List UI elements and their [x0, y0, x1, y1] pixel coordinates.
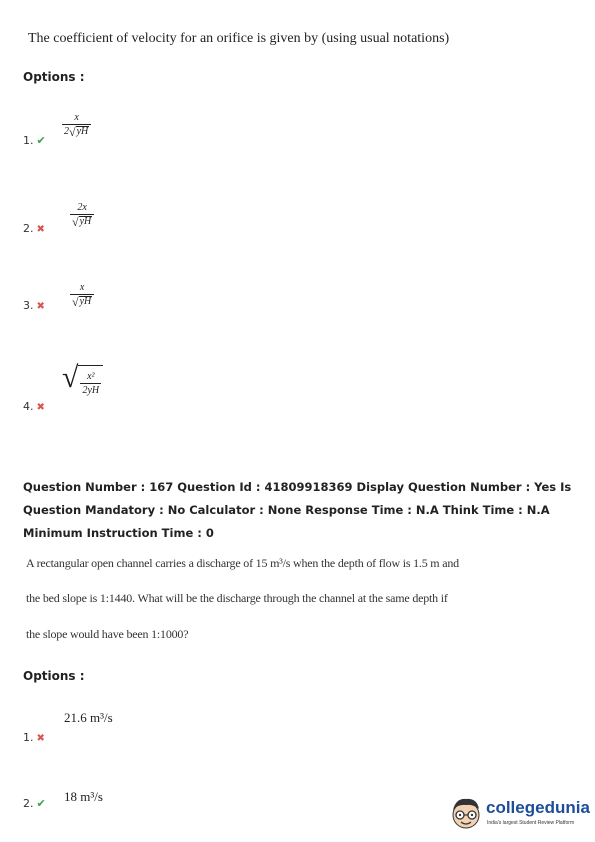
- option-number: 2.: [23, 222, 34, 235]
- denominator: 2yH: [82, 385, 100, 396]
- option-number: 2.: [23, 797, 34, 810]
- logo-tagline: India's largest Student Review Platform: [487, 820, 575, 826]
- options-label: Options :: [23, 669, 85, 683]
- numerator: x: [79, 282, 85, 293]
- option-2-formula: [70, 195, 94, 227]
- check-icon: ✔: [36, 797, 46, 810]
- option-number: 3.: [23, 299, 34, 312]
- question-meta: Question Number : 167 Question Id : 41809918369 Display Question Number : Yes Is Question Mandatory : No Calculator : None Response Time : N.A Think Time : N.A Minimum Instruction Time : 0: [23, 480, 572, 540]
- cross-icon: ✖: [36, 224, 45, 235]
- option-number: 1.: [23, 731, 34, 744]
- root-content: yH: [79, 216, 92, 227]
- cross-icon: ✖: [36, 301, 45, 312]
- check-icon: ✔: [36, 134, 46, 147]
- options-label: Options :: [23, 70, 85, 84]
- fraction: [70, 202, 94, 227]
- option-2[interactable]: [23, 797, 46, 810]
- option-1[interactable]: [23, 134, 46, 147]
- option-3[interactable]: [23, 299, 45, 312]
- option-2[interactable]: [23, 222, 45, 235]
- question-line-2: the bed slope is 1:1440. What will be the discharge through the channel at the same depth if: [26, 591, 448, 605]
- den-prefix: 2: [64, 126, 69, 137]
- numerator: 2x: [77, 202, 87, 213]
- root-content: yH: [76, 126, 89, 137]
- question-line-1: A rectangular open channel carries a discharge of 15 m³/s when the depth of flow is 1.5 m and: [26, 556, 459, 570]
- option-4-formula: √ $\frac{\text{x²}}{2yH}$: [62, 362, 103, 396]
- fraction: [62, 112, 91, 137]
- option-1-formula: [62, 105, 91, 137]
- denominator: 2 √ yH: [62, 124, 91, 137]
- denominator: √ yH: [70, 294, 94, 307]
- option-3-formula: [70, 275, 94, 307]
- logo-name: collegedunia: [486, 798, 590, 817]
- numerator: x²: [87, 371, 95, 382]
- question-line-3: the slope would have been 1:1000?: [26, 627, 189, 641]
- option-4[interactable]: [23, 400, 45, 413]
- question-text: The coefficient of velocity for an orifice is given by (using usual notations): [28, 31, 450, 46]
- collegedunia-logo: [448, 795, 590, 835]
- cross-icon: ✖: [36, 733, 45, 744]
- denominator: √ yH: [70, 214, 94, 227]
- root-content: yH: [79, 296, 92, 307]
- numerator: x: [74, 112, 79, 123]
- option-number: 1.: [23, 134, 34, 147]
- option-2-value: 18 m³/s: [64, 789, 103, 804]
- mascot-icon: [448, 795, 484, 833]
- fraction: [80, 371, 101, 396]
- cross-icon: ✖: [36, 402, 45, 413]
- option-1-value: 21.6 m³/s: [64, 710, 113, 725]
- fraction: [70, 282, 94, 307]
- option-number: 4.: [23, 400, 34, 413]
- option-1[interactable]: [23, 731, 45, 744]
